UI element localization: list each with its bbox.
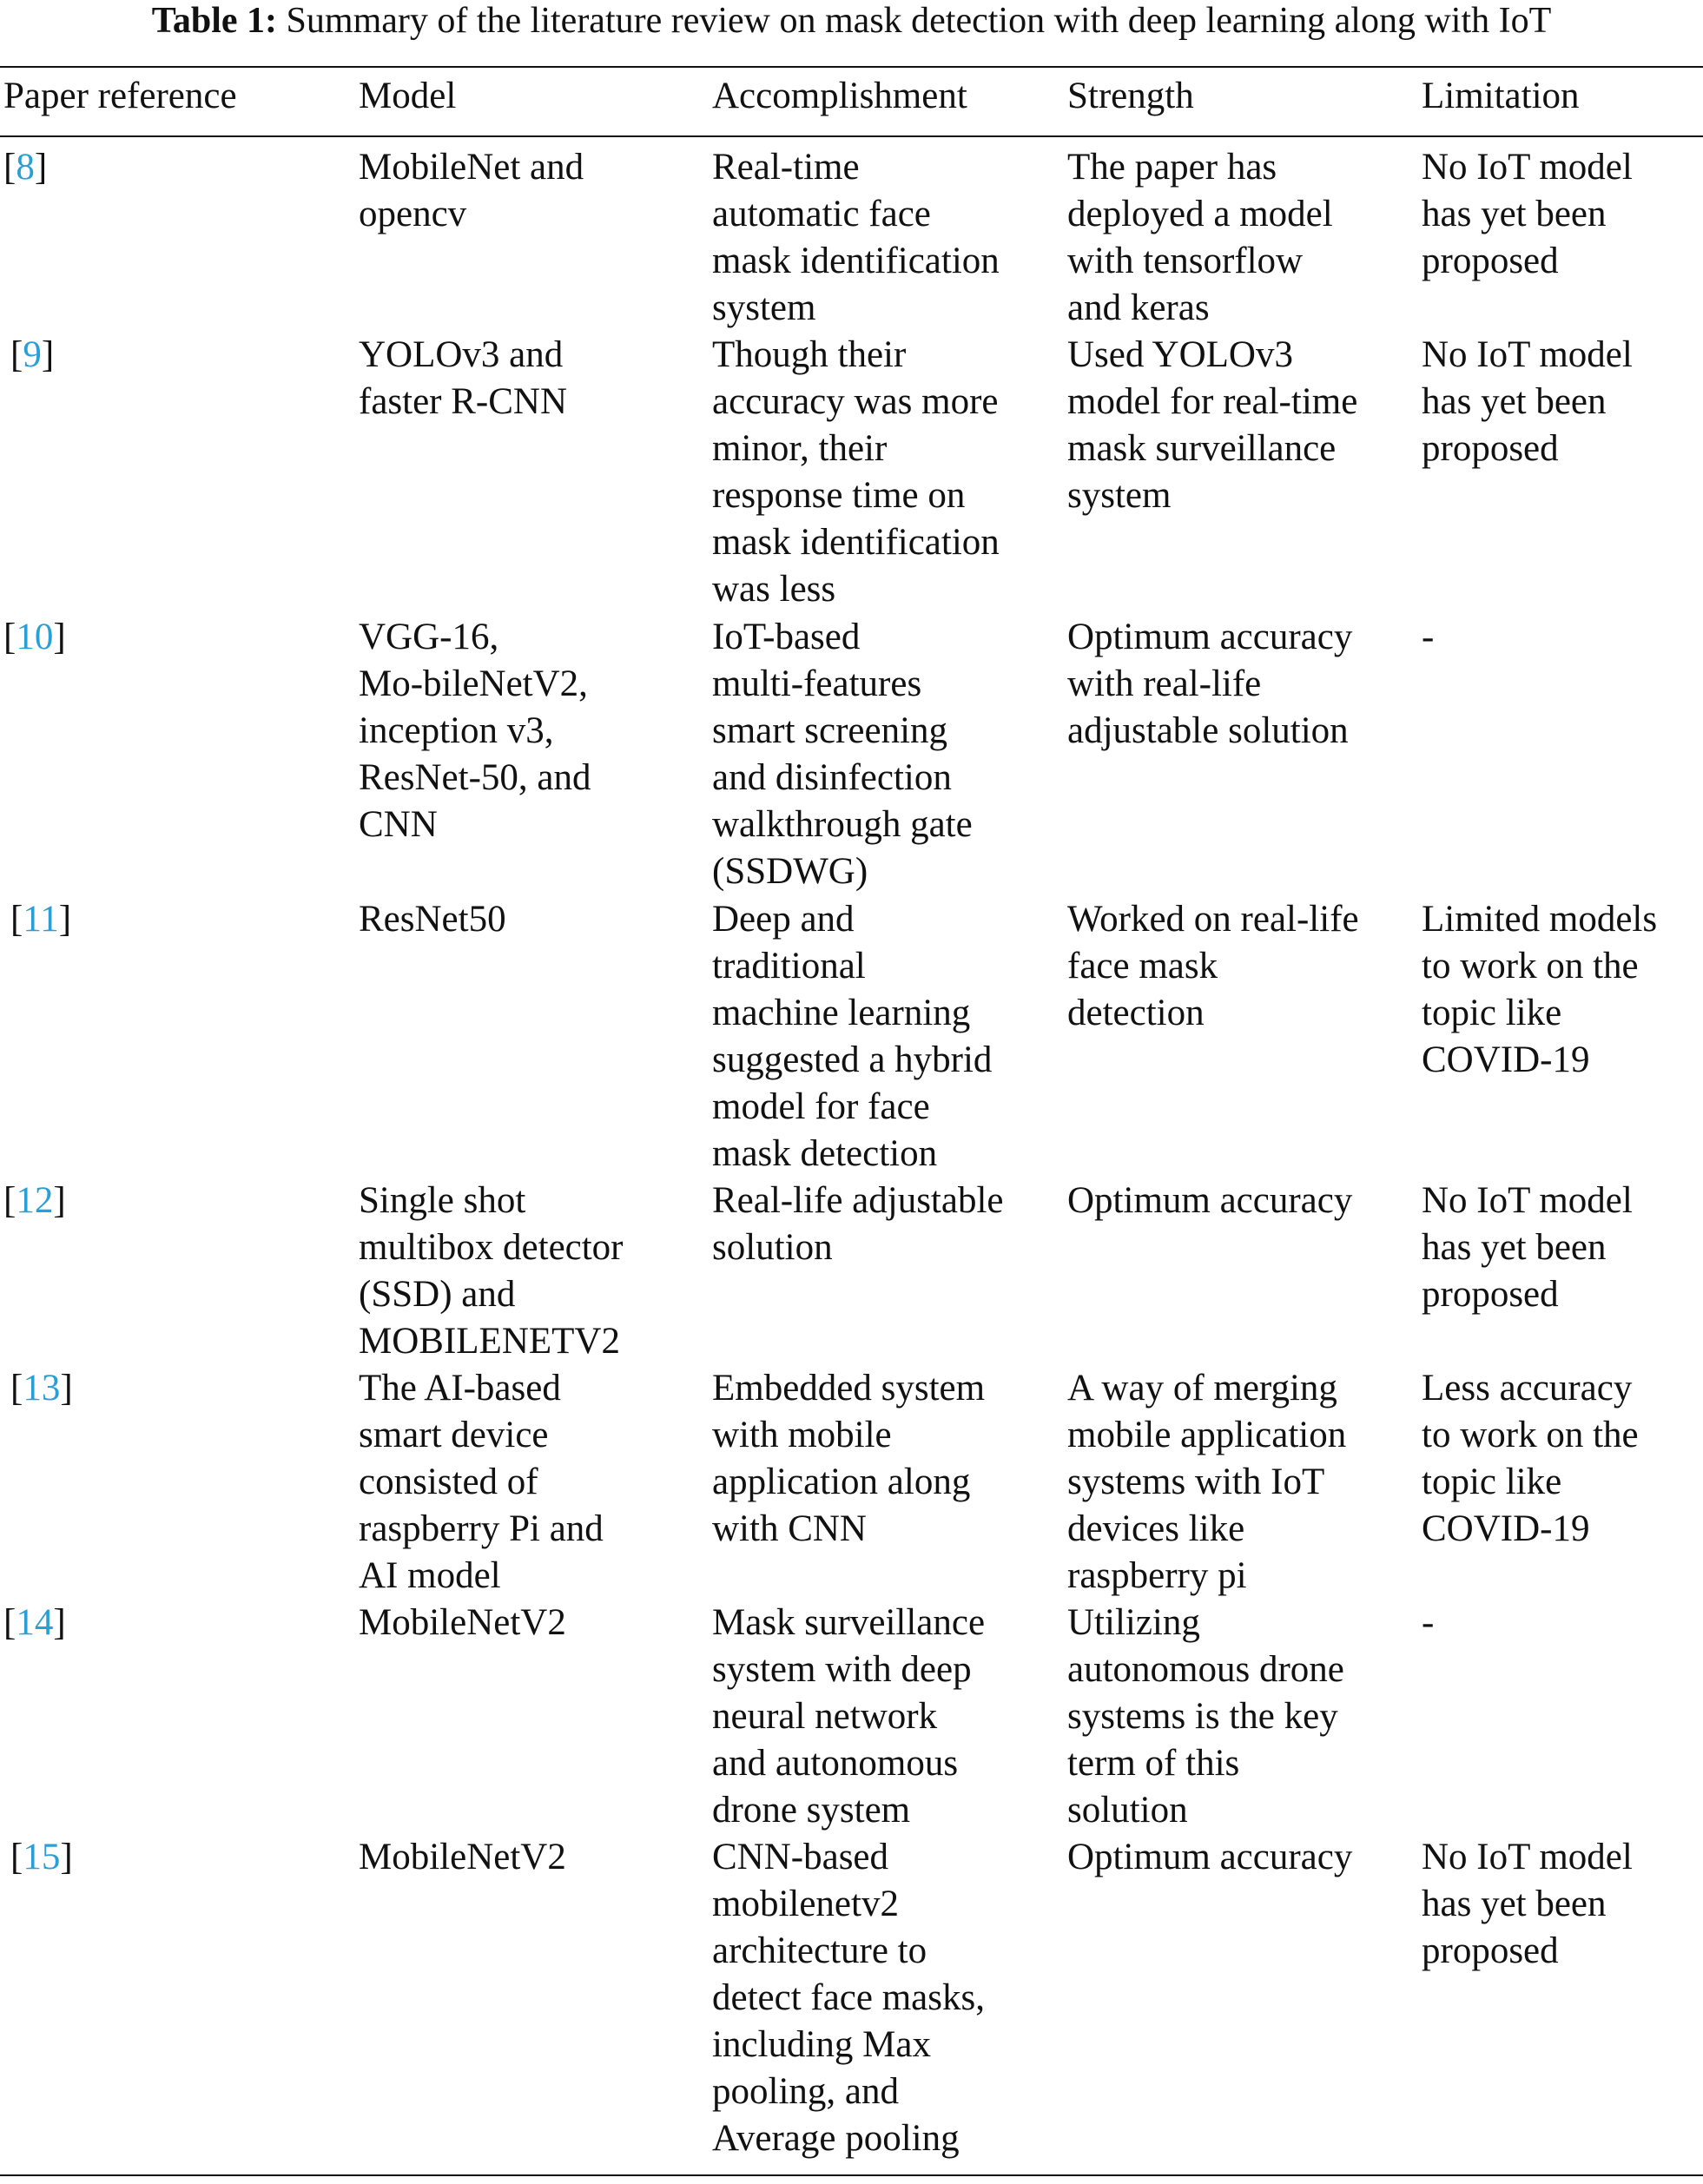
model-cell: MobileNetV2 bbox=[359, 1602, 566, 1643]
strength-cell: Utilizing autonomous drone systems is the key term of this solution bbox=[1067, 1602, 1344, 1831]
strength-cell: A way of merging mobile application systems with IoT devices like raspberry pi bbox=[1067, 1368, 1347, 1596]
reference-cell: [12] bbox=[3, 1180, 66, 1221]
header-accomplishment: Accomplishment bbox=[712, 76, 967, 116]
header-model: Model bbox=[359, 76, 457, 116]
reference-link[interactable]: 8 bbox=[16, 147, 35, 188]
reference-cell: [9] bbox=[10, 334, 55, 375]
limitation-cell: Less accuracy to work on the topic like COVID-19 bbox=[1422, 1368, 1639, 1549]
reference-cell: [8] bbox=[3, 147, 48, 188]
reference-cell: [13] bbox=[10, 1368, 73, 1409]
table-header-rule bbox=[0, 135, 1703, 137]
model-cell: YOLOv3 and faster R-CNN bbox=[359, 334, 568, 422]
table-bottom-rule bbox=[0, 2174, 1703, 2176]
header-strength: Strength bbox=[1067, 76, 1194, 116]
table-caption bbox=[0, 0, 1703, 52]
reference-cell: [10] bbox=[3, 617, 66, 657]
strength-cell: Optimum accuracy with real-life adjustable solution bbox=[1067, 617, 1353, 751]
model-cell: The AI-based smart device consisted of raspberry Pi and AI model bbox=[359, 1368, 604, 1596]
reference-link[interactable]: 14 bbox=[16, 1602, 54, 1643]
reference-link[interactable]: 11 bbox=[23, 899, 59, 940]
model-cell: Single shot multibox detector (SSD) and MOBILENETV2 bbox=[359, 1180, 624, 1362]
limitation-cell: No IoT model has yet been proposed bbox=[1422, 147, 1633, 281]
accomplishment-cell: Real-life adjustable solution bbox=[712, 1180, 1004, 1268]
limitation-cell: - bbox=[1422, 617, 1435, 657]
reference-cell: [11] bbox=[10, 899, 72, 940]
accomplishment-cell: Mask surveillance system with deep neural network and autonomous drone system bbox=[712, 1602, 986, 1831]
accomplishment-cell: Embedded system with mobile application along with CNN bbox=[712, 1368, 986, 1549]
strength-cell: Optimum accuracy bbox=[1067, 1180, 1353, 1221]
header-limitation: Limitation bbox=[1422, 76, 1580, 116]
limitation-cell: Limited models to work on the topic like COVID-19 bbox=[1422, 899, 1658, 1080]
strength-cell: Used YOLOv3 model for real-time mask surveillance system bbox=[1067, 334, 1358, 516]
table-top-rule bbox=[0, 66, 1703, 68]
model-cell: ResNet50 bbox=[359, 899, 506, 940]
reference-link[interactable]: 12 bbox=[16, 1180, 54, 1221]
table-caption-label: Table 1: bbox=[151, 1, 278, 41]
reference-link[interactable]: 13 bbox=[23, 1368, 61, 1409]
model-cell: MobileNetV2 bbox=[359, 1837, 566, 1877]
reference-link[interactable]: 10 bbox=[16, 617, 54, 657]
limitation-cell: No IoT model has yet been proposed bbox=[1422, 334, 1633, 469]
reference-link[interactable]: 15 bbox=[23, 1837, 61, 1877]
strength-cell: Worked on real-life face mask detection bbox=[1067, 899, 1359, 1033]
reference-link[interactable]: 9 bbox=[23, 334, 42, 375]
reference-cell: [14] bbox=[3, 1602, 66, 1643]
limitation-cell: No IoT model has yet been proposed bbox=[1422, 1837, 1633, 1971]
accomplishment-cell: Though their accuracy was more minor, their response time on mask identification was less bbox=[712, 334, 1000, 610]
strength-cell: Optimum accuracy bbox=[1067, 1837, 1353, 1877]
reference-cell: [15] bbox=[10, 1837, 73, 1877]
model-cell: MobileNet and opencv bbox=[359, 147, 584, 234]
limitation-cell: No IoT model has yet been proposed bbox=[1422, 1180, 1633, 1315]
table-caption-text: Summary of the literature review on mask detection with deep learning along with IoT bbox=[286, 1, 1552, 41]
accomplishment-cell: CNN-based mobilenetv2 architecture to detect face masks, including Max pooling, and Average pooling bbox=[712, 1837, 985, 2159]
header-paper-reference: Paper reference bbox=[3, 76, 237, 116]
accomplishment-cell: IoT-based multi-features smart screening and disinfection walkthrough gate (SSDWG) bbox=[712, 617, 973, 892]
model-cell: VGG-16, Mo-bileNetV2, inception v3, ResNet-50, and CNN bbox=[359, 617, 591, 845]
table-header bbox=[0, 69, 1703, 134]
accomplishment-cell: Deep and traditional machine learning suggested a hybrid model for face mask detection bbox=[712, 899, 993, 1174]
limitation-cell: - bbox=[1422, 1602, 1435, 1643]
accomplishment-cell: Real-time automatic face mask identification system bbox=[712, 147, 1000, 328]
strength-cell: The paper has deployed a model with tensorflow and keras bbox=[1067, 147, 1333, 328]
